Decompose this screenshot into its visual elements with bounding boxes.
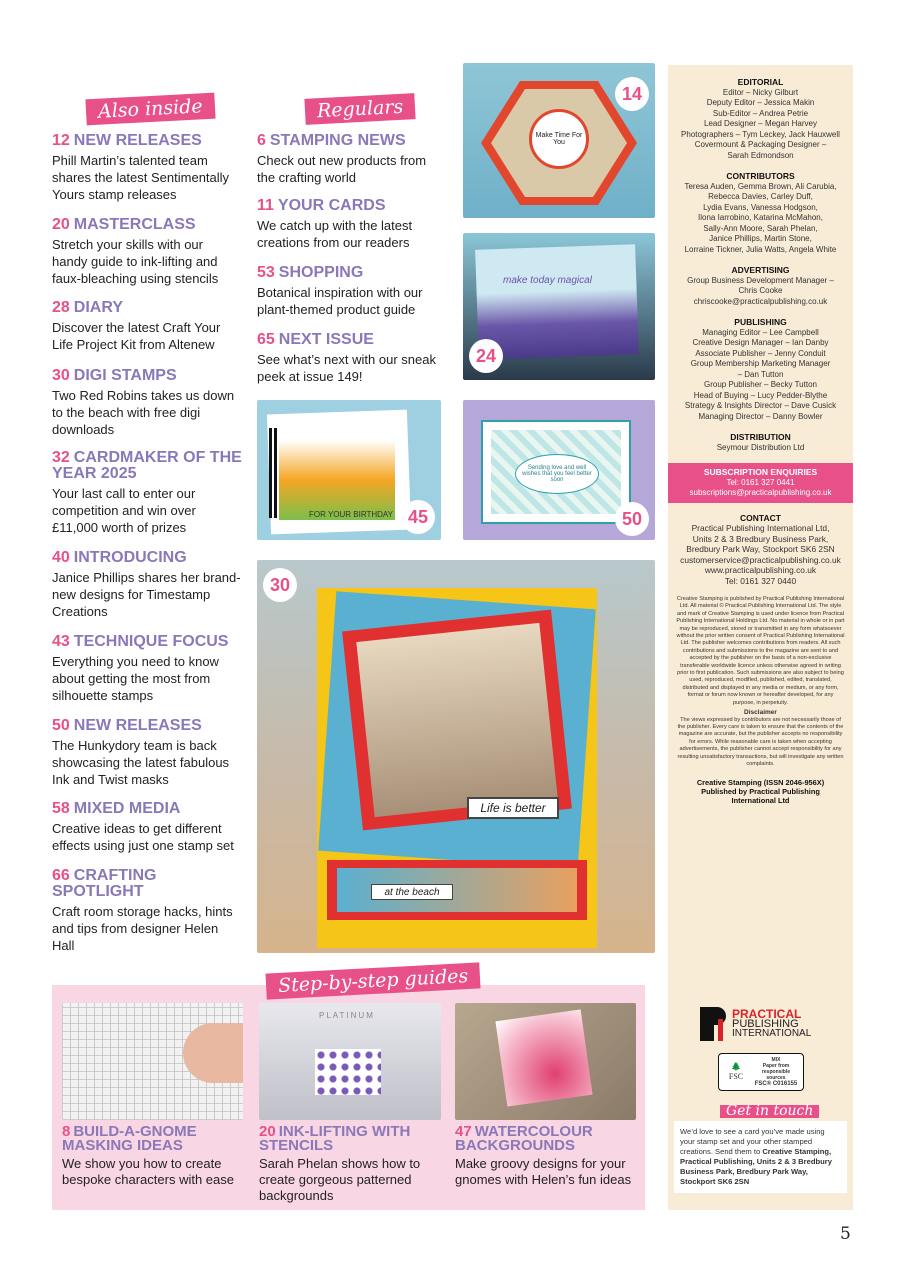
masthead-line: Sarah Edmondson [727,150,794,160]
item-description: Make groovy designs for your gnomes with Helen’s fun ideas [455,1156,632,1187]
masthead-line: subscriptions@practicalpublishing.co.uk [689,488,832,497]
item-title-text: DIGI STAMPS [73,367,177,384]
item-page-number: 43 [52,633,70,650]
distribution-section [668,432,853,453]
publisher-logo [700,1007,811,1041]
photo-birthday-card[interactable] [257,400,441,540]
item-description: The Hunkydory team is back showcasing the latest fabulous Ink and Twist masks [52,738,230,787]
subscription-section [668,463,853,503]
item-title [52,450,242,482]
item-page-number: 65 [257,331,275,348]
item-title [259,1125,444,1153]
section-heading: EDITORIAL [737,77,784,87]
item-description: Check out new products from the crafting world [257,153,427,185]
item-description: Janice Phillips shares her brand-new designs for Timestamp Creations [52,570,241,619]
item-title [257,332,447,348]
photo-beach-card[interactable] [257,560,655,953]
photo-get-well-card[interactable] [463,400,655,540]
contents-item[interactable] [257,332,447,385]
item-title-text: NEW RELEASES [73,132,202,149]
contact-section [668,513,853,587]
masthead-line: Deputy Editor – Jessica Makin [706,98,815,107]
item-title-text: CARDMAKER OF THE YEAR 2025 [52,449,242,482]
item-page-number: 30 [52,367,70,384]
contents-item[interactable] [52,300,242,353]
card-sentiment: Life is better [467,797,559,819]
item-title-text: SHOPPING [278,264,364,281]
item-description: Discover the latest Craft Your Life Project Kit from Altenew [52,320,221,352]
item-description: Phill Martin’s talented team shares the latest Sentimentally Yours stamp releases [52,153,230,202]
card-sentiment: at the beach [371,884,453,900]
contents-item[interactable] [257,198,447,251]
item-title-text: WATERCOLOUR BACKGROUNDS [455,1123,593,1154]
regulars-heading: Regulars [304,93,415,125]
item-title [455,1125,640,1153]
contents-item[interactable] [52,550,242,620]
masthead-line: Head of Buying – Lucy Pedder-Blythe [693,390,828,400]
masthead-line: customerservice@practicalpublishing.co.uk [680,554,841,565]
legal-notice [668,596,853,768]
item-description: Craft room storage hacks, hints and tips from designer Helen Hall [52,904,233,953]
item-title [52,634,242,650]
item-title [52,550,242,566]
fsc-mix: MIX [771,1057,781,1063]
card-sentiment: FOR YOUR BIRTHDAY [309,510,394,519]
page-badge: 24 [469,339,503,373]
item-title [52,718,242,734]
masthead-line: Group Business Development Manager – [687,275,834,285]
item-page-number: 58 [52,800,70,817]
contributors-section [668,171,853,255]
item-page-number: 11 [257,197,274,214]
item-page-number: 32 [52,449,70,466]
item-page-number: 28 [52,299,70,316]
get-in-touch-text: We’d love to see a card you’ve made using your stamp set and your other stamped creations. Send them to [680,1127,825,1156]
item-title [52,368,242,384]
contents-item[interactable] [257,133,447,186]
photo-hexagon-card[interactable] [463,63,655,218]
contents-item[interactable] [52,634,242,704]
masthead-line: www.practicalpublishing.co.uk [704,565,817,575]
fsc-paper: Paper from responsible sources [761,1063,791,1081]
photo-lavender-card[interactable] [463,233,655,380]
item-description: See what’s next with our sneak peek at issue 149! [257,352,436,384]
item-title [52,868,242,900]
masthead-line: chriscooke@practicalpublishing.co.uk [693,296,828,306]
item-page-number: 6 [257,132,266,149]
item-description: Creative ideas to get different effects using just one stamp set [52,821,234,853]
contents-item[interactable] [52,718,242,788]
masthead-line: Associate Publisher – Jenny Conduit [695,348,826,358]
page-badge: 45 [401,500,435,534]
guide-photo-stencil[interactable] [259,1003,441,1120]
masthead-line: Group Publisher – Becky Tutton [704,380,817,389]
get-in-touch-box [674,1121,847,1193]
contents-item[interactable] [52,801,242,854]
item-description: Your last call to enter our competition and win over £11,000 worth of prizes [52,486,196,535]
contents-item[interactable] [257,265,447,318]
page-badge: 14 [615,77,649,111]
masthead-line: Units 2 & 3 Bredbury Business Park, [692,533,829,544]
fsc-code: FSC® C016155 [754,1081,798,1087]
masthead-line: Managing Editor – Lee Campbell [702,327,819,337]
masthead-line: Sally-Ann Moore, Sarah Phelan, [703,223,818,233]
item-page-number: 66 [52,867,70,884]
item-title [257,265,447,281]
item-title-text: YOUR CARDS [277,197,386,214]
get-in-touch-address: Creative Stamping, Practical Publishing, Units 2 & 3 Bredbury Business Park, Bredbury Park Way, Stockport SK6 2SN [680,1147,832,1186]
item-page-number: 50 [52,717,70,734]
contents-item[interactable] [52,217,242,287]
section-heading: PUBLISHING [734,317,787,327]
section-heading: CONTRIBUTORS [726,171,795,181]
masthead-line: Creative Design Manager – Ian Danby [692,338,829,347]
item-title [62,1125,247,1153]
masthead-line: Tel: 0161 327 0440 [724,575,797,586]
masthead-line: Rebecca Davies, Carley Duff, [708,192,813,201]
contents-item[interactable] [52,133,242,203]
contents-item[interactable] [52,868,242,954]
item-description: We catch up with the latest creations from our readers [257,218,413,250]
item-title [52,801,242,817]
editorial-section [668,77,853,161]
masthead-line: Lead Designer – Megan Harvey [704,119,817,128]
also-inside-heading: Also inside [85,93,215,126]
masthead-column [668,65,853,1210]
item-title-text: NEW RELEASES [73,717,202,734]
masthead-line: Sub-Editor – Andrea Petrie [712,108,809,118]
masthead-line: Janice Phillips, Martin Stone, [709,234,812,243]
logo-line: PRACTICAL [732,1007,802,1021]
masthead-line: Ilona Iarrobino, Katarina McMahon, [698,213,823,222]
masthead-line: Strategy & Insights Director – Dave Cusick [684,401,837,410]
masthead-line: Lydia Evans, Vanessa Hodgson, [703,202,818,212]
item-title [52,217,242,233]
card-sentiment: Sending love and well wishes that you feel better soon [515,454,599,494]
page-badge: 30 [263,568,297,602]
section-heading: DISTRIBUTION [730,432,791,442]
guides-heading: Step-by-step guides [265,962,480,999]
item-title [52,133,242,149]
masthead-line: Tel: 0161 327 0441 [726,477,795,487]
item-title-text: INK-LIFTING WITH STENCILS [259,1123,411,1154]
item-description: Sarah Phelan shows how to create gorgeous patterned backgrounds [259,1156,421,1203]
masthead-line: – Dan Tutton [737,369,784,379]
masthead-line: Practical Publishing International Ltd, [691,523,830,533]
contents-item[interactable] [52,368,242,438]
item-title [257,198,447,214]
item-title-text: BUILD-A-GNOME MASKING IDEAS [62,1123,197,1154]
guide-photo-gnome[interactable] [62,1003,243,1120]
masthead-line: Managing Director – Danny Bowler [698,411,823,421]
masthead-line: Lorraine Tickner, Julia Watts, Angela White [684,244,837,254]
get-in-touch-heading: Get in touch [720,1105,819,1118]
item-title-text: NEXT ISSUE [278,331,374,348]
contents-item[interactable] [259,1125,444,1204]
logo-line: INTERNATIONAL [732,1028,812,1039]
card-sentiment: make today magical [503,275,592,286]
masthead-line: Covermount & Packaging Designer – [694,140,827,149]
advertising-section [668,265,853,307]
page-number: 5 [840,1224,851,1244]
item-title-text: INTRODUCING [73,549,187,566]
masthead-line: Photographers – Tym Leckey, Jack Hauxwell [681,129,840,139]
masthead-line: Bredbury Park Way, Stockport SK6 2SN [686,544,835,554]
fsc-mark: 🌲 FSC [728,1061,744,1081]
contents-item[interactable] [62,1125,247,1188]
disclaimer-text: The views expressed by contributors are not necessarily those of the publisher. Every care is taken to ensure that the contents of the magazine are accurate, but the publisher accepts no responsibility for errors. While reasonable care is taken when accepting advertisements, the publisher cannot accept responsibility for any resulting unsatisfactory transactions, but will investigate any written complaints. [677,716,844,767]
section-heading: CONTACT [740,512,781,523]
masthead-line: Group Membership Marketing Manager [690,359,831,368]
item-title-text: STAMPING NEWS [269,132,406,149]
item-page-number: 20 [52,216,70,233]
fsc-logo [718,1053,804,1091]
item-page-number: 53 [257,264,275,281]
disclaimer-heading: Disclaimer [744,709,777,717]
publishing-section [668,317,853,422]
item-title-text: TECHNIQUE FOCUS [73,633,229,650]
item-description: We show you how to create bespoke characters with ease [62,1156,234,1187]
item-title-text: MASTERCLASS [73,216,196,233]
item-title [52,300,242,316]
item-title [257,133,447,149]
page-badge: 50 [615,502,649,536]
machine-label: PLATINUM [319,1011,375,1020]
section-heading: SUBSCRIPTION ENQUIRIES [703,467,818,477]
section-heading: ADVERTISING [731,265,790,275]
legal-text: Creative Stamping is published by Practical Publishing International Ltd. All material © Practical Publishing International Ltd. The style and mark of Creative Stamping is used under licence from Practical Publishing International Holdings Ltd. No material in whole or in part may be reproduced, stored or transmitted in any form whatsoever without the prior written consent of Practical Publishing International Ltd. The publisher welcomes contributions from readers. All such contributions and submissions to the magazine are sent to and accepted by the publisher on the basis of a non-exclusive transferable worldwide licence unless otherwise agreed in writing prior to first publication. Such submissions are also subject to being used, reproduced, modified, published, edited, translated, distributed and displayed in any media or medium, or any form, format or forum now known or hereafter developed, for any purpose, in perpetuity. [676,596,845,706]
card-sentiment: Make Time For You [529,109,589,169]
item-page-number: 12 [52,132,70,149]
item-page-number: 47 [455,1123,472,1140]
issn-statement: Creative Stamping (ISSN 2046-956X) Published by Practical Publishing International Ltd [696,778,825,806]
item-description: Everything you need to know about getting the most from silhouette stamps [52,654,219,703]
item-page-number: 8 [62,1123,71,1140]
contents-item[interactable] [52,450,242,536]
item-page-number: 40 [52,549,70,566]
item-description: Stretch your skills with our handy guide to ink-lifting and faux-bleaching using stencils [52,237,219,286]
guide-photo-watercolour[interactable] [455,1003,636,1120]
masthead-line: Chris Cooke [738,286,783,295]
item-description: Botanical inspiration with our plant-themed product guide [257,285,423,317]
masthead-line: Editor – Nicky Gilburt [722,87,799,97]
masthead-line: Teresa Auden, Gemma Brown, Ali Carubia, [684,181,837,191]
item-title-text: CRAFTING SPOTLIGHT [52,867,157,900]
contents-item[interactable] [455,1125,640,1188]
logo-line: PUBLISHING [732,1018,799,1030]
item-description: Two Red Robins takes us down to the beach with free digi downloads [52,388,235,437]
item-title-text: DIARY [73,299,123,316]
masthead-line: Seymour Distribution Ltd [716,442,805,452]
item-title-text: MIXED MEDIA [73,800,181,817]
item-page-number: 20 [259,1123,276,1140]
